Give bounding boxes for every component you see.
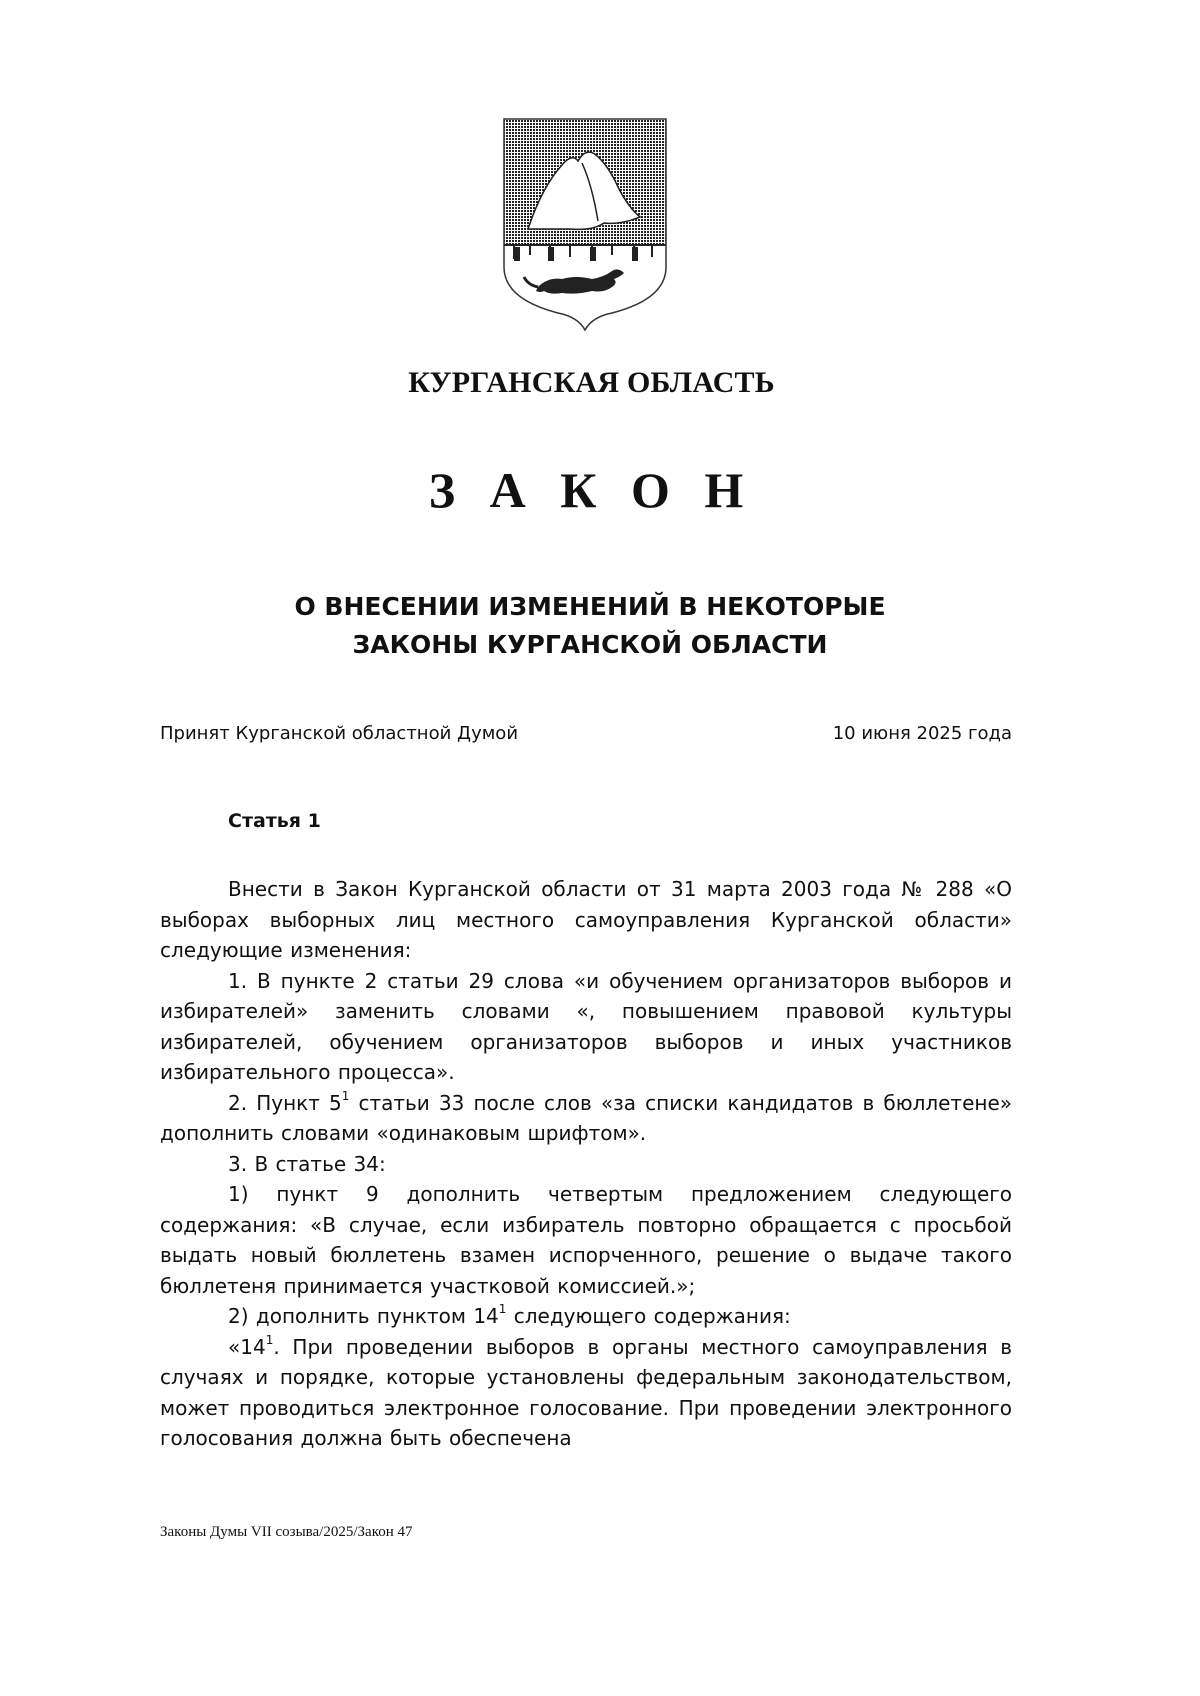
adoption-line — [160, 723, 1012, 749]
paragraph — [160, 1332, 1012, 1454]
article-body — [160, 874, 1012, 1454]
paragraph-text: «14 — [228, 1334, 266, 1359]
paragraph: 3. В статье 34: — [228, 1151, 386, 1176]
paragraph-text: 2. Пункт 5 — [228, 1090, 342, 1115]
document-type: З А К О Н — [428, 462, 755, 518]
adopted-by: Принят Курганской областной Думой — [160, 723, 519, 744]
paragraph: Внести в Закон Курганской области от 31 марта 2003 года № 288 «О выборах выборных лиц местного самоуправления Курганской области» следующие изменения: — [160, 877, 1012, 962]
paragraph — [160, 1088, 1012, 1149]
coat-of-arms-icon — [500, 117, 670, 332]
paragraph-text: статьи 33 после слов «за списки кандидатов в бюллетене» дополнить словами «одинаковым шрифтом». — [160, 1090, 1013, 1145]
adoption-date: 10 июня 2025 года — [832, 723, 1012, 744]
paragraph-text: . При проведении выборов в органы местного самоуправления в случаях и порядке, которые установлены федеральным законодательством, может проводиться электронное голосование. При проведении электронного голосования должна быть обеспечена — [160, 1334, 1012, 1450]
article-heading: Статья 1 — [228, 810, 321, 832]
law-subject-line-1: О ВНЕСЕНИИ ИЗМЕНЕНИЙ В НЕКОТОРЫЕ — [294, 592, 886, 621]
paragraph: 1. В пункте 2 статьи 29 слова «и обучением организаторов выборов и избирателей» заменить словами «, повышением правовой культуры избирателей, обучением организаторов выборов и иных участников избирательного процесса». — [160, 968, 1012, 1084]
superscript: 1 — [341, 1088, 350, 1103]
paragraph — [160, 1301, 1012, 1332]
footer-reference: Законы Думы VII созыва/2025/Закон 47 — [160, 1524, 413, 1540]
superscript: 1 — [498, 1302, 507, 1317]
superscript: 1 — [265, 1332, 274, 1347]
law-subject — [150, 588, 1030, 664]
paragraph-text: 2) дополнить пунктом 14 — [228, 1304, 499, 1328]
paragraph: 1) пункт 9 дополнить четвертым предложением следующего содержания: «В случае, если избиратель повторно обращается с просьбой выдать новый бюллетень взамен испорченного, решение о выдаче такого бюллетеня принимается участковой комиссией.»; — [160, 1182, 1012, 1298]
law-subject-line-2: ЗАКОНЫ КУРГАНСКОЙ ОБЛАСТИ — [352, 630, 828, 659]
region-name: КУРГАНСКАЯ ОБЛАСТЬ — [408, 366, 775, 399]
paragraph-text: следующего содержания: — [506, 1304, 791, 1328]
